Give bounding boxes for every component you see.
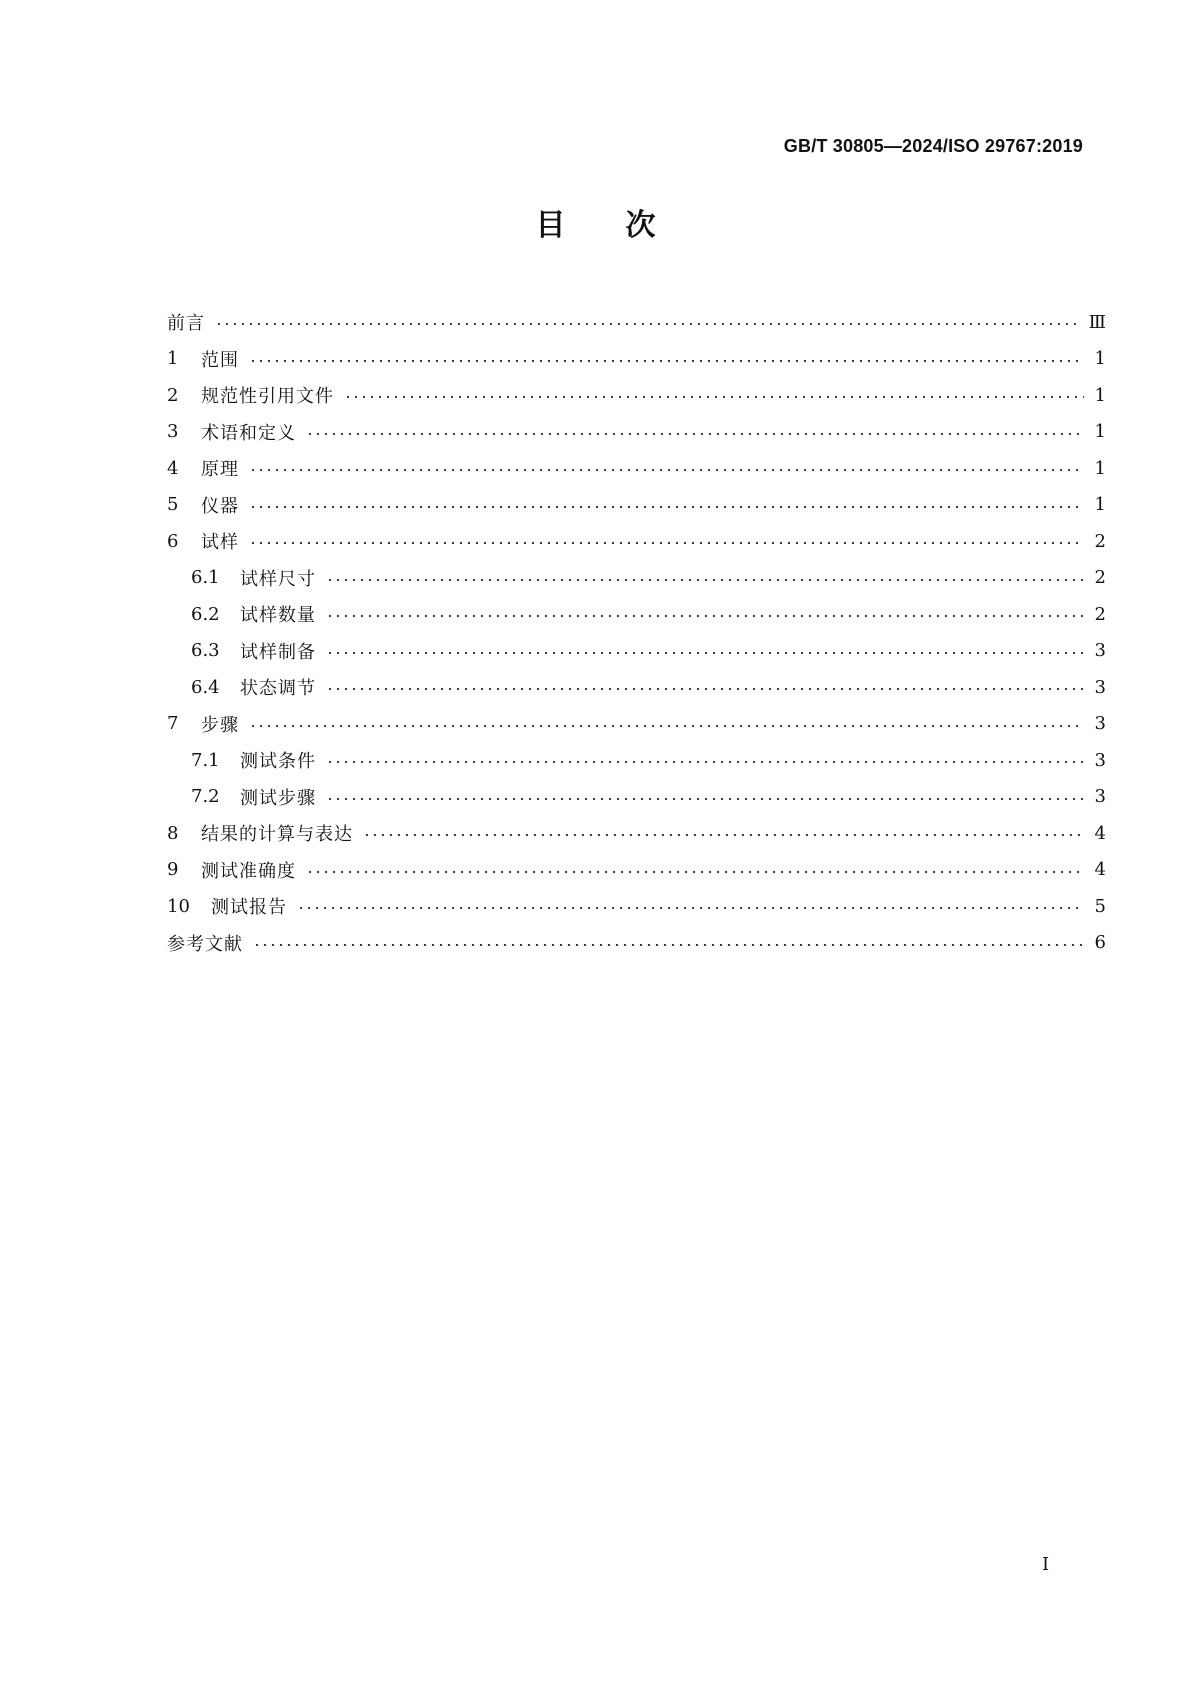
toc-entry-page: 2 [1094,603,1106,625]
toc-dot-leader [306,869,1084,875]
toc-entry[interactable] [167,706,1106,743]
toc-entry-label: 状态调节 [240,678,316,700]
toc-entry[interactable] [167,341,1106,378]
toc-entry[interactable] [167,377,1106,414]
toc-entry-page: 1 [1094,421,1106,443]
toc-dot-leader [249,723,1084,729]
toc-dot-leader [326,577,1084,583]
toc-entry-label: 仪器 [201,495,239,517]
toc-entry[interactable] [167,487,1106,524]
toc-entry-page: Ⅲ [1088,311,1106,333]
toc-entry-number: 7.1 [191,749,220,771]
toc-dot-leader [326,796,1084,802]
table-of-contents [167,304,1106,961]
toc-entry-number: 10 [167,895,190,917]
toc-entry-number: 6.2 [191,603,220,625]
toc-dot-leader [249,504,1084,510]
toc-entry[interactable] [167,852,1106,889]
toc-entry-page: 3 [1094,713,1106,735]
toc-entry-label: 术语和定义 [201,422,296,444]
toc-entry-label: 步骤 [201,714,239,736]
toc-entry[interactable] [167,304,1106,341]
toc-entry-label: 测试步骤 [240,787,316,809]
toc-dot-leader [249,358,1084,364]
toc-entry-number: 2 [167,384,179,406]
toc-entry[interactable] [167,779,1106,816]
title-char-1: 目 [535,208,566,243]
toc-dot-leader [297,905,1084,911]
toc-dot-leader [326,613,1084,619]
toc-entry[interactable] [167,523,1106,560]
toc-entry-number: 5 [167,494,179,516]
toc-entry-page: 1 [1094,384,1106,406]
toc-entry-page: 5 [1094,895,1106,917]
toc-entry[interactable] [167,596,1106,633]
toc-entry[interactable] [167,633,1106,670]
toc-entry-number: 6 [167,530,179,552]
toc-entry-page: 3 [1094,676,1106,698]
toc-entry-number: 8 [167,822,179,844]
toc-entry-page: 1 [1094,494,1106,516]
toc-entry-number: 7.2 [191,786,220,808]
toc-entry-page: 2 [1094,567,1106,589]
toc-entry-label: 前言 [167,313,205,335]
toc-entry-page: 1 [1094,348,1106,370]
toc-dot-leader [326,759,1084,765]
toc-entry-number: 3 [167,421,179,443]
toc-entry-label: 试样 [201,532,239,554]
toc-entry-page: 4 [1094,859,1106,881]
toc-entry[interactable] [167,560,1106,597]
toc-entry-label: 试样制备 [240,641,316,663]
toc-dot-leader [253,942,1084,948]
page-title [0,200,1191,244]
toc-entry-number: 4 [167,457,179,479]
toc-entry-number: 9 [167,859,179,881]
toc-entry[interactable] [167,925,1106,962]
toc-entry-number: 6.4 [191,676,220,698]
toc-entry-label: 试样数量 [240,605,316,627]
toc-entry-label: 测试准确度 [201,860,296,882]
toc-entry-page: 4 [1094,822,1106,844]
toc-entry[interactable] [167,669,1106,706]
toc-entry-number: 6.3 [191,640,220,662]
toc-entry-page: 3 [1094,640,1106,662]
toc-dot-leader [249,540,1084,546]
toc-entry-label: 参考文献 [167,933,243,955]
page-number: Ⅰ [1042,1554,1050,1575]
toc-entry-page: 6 [1094,932,1106,954]
toc-dot-leader [326,686,1084,692]
title-char-2: 次 [625,208,656,243]
toc-entry-label: 范围 [201,349,239,371]
toc-dot-leader [363,832,1084,838]
toc-entry-number: 7 [167,713,179,735]
toc-entry-label: 测试报告 [211,897,287,919]
toc-entry-label: 试样尺寸 [240,568,316,590]
toc-entry-page: 3 [1094,749,1106,771]
toc-dot-leader [344,394,1084,400]
toc-dot-leader [306,431,1084,437]
toc-entry-label: 原理 [201,459,239,481]
toc-entry-label: 测试条件 [240,751,316,773]
toc-entry[interactable] [167,742,1106,779]
toc-entry-page: 2 [1094,530,1106,552]
toc-dot-leader [326,650,1084,656]
toc-entry[interactable] [167,414,1106,451]
toc-entry-label: 规范性引用文件 [201,386,334,408]
toc-entry-label: 结果的计算与表达 [201,824,353,846]
toc-entry-page: 1 [1094,457,1106,479]
toc-dot-leader [249,467,1084,473]
toc-entry[interactable] [167,888,1106,925]
toc-entry[interactable] [167,450,1106,487]
toc-dot-leader [215,321,1079,327]
toc-entry-number: 6.1 [191,567,220,589]
toc-entry[interactable] [167,815,1106,852]
toc-entry-page: 3 [1094,786,1106,808]
toc-entry-number: 1 [167,348,179,370]
standard-code: GB/T 30805—2024/ISO 29767:2019 [783,136,1083,156]
